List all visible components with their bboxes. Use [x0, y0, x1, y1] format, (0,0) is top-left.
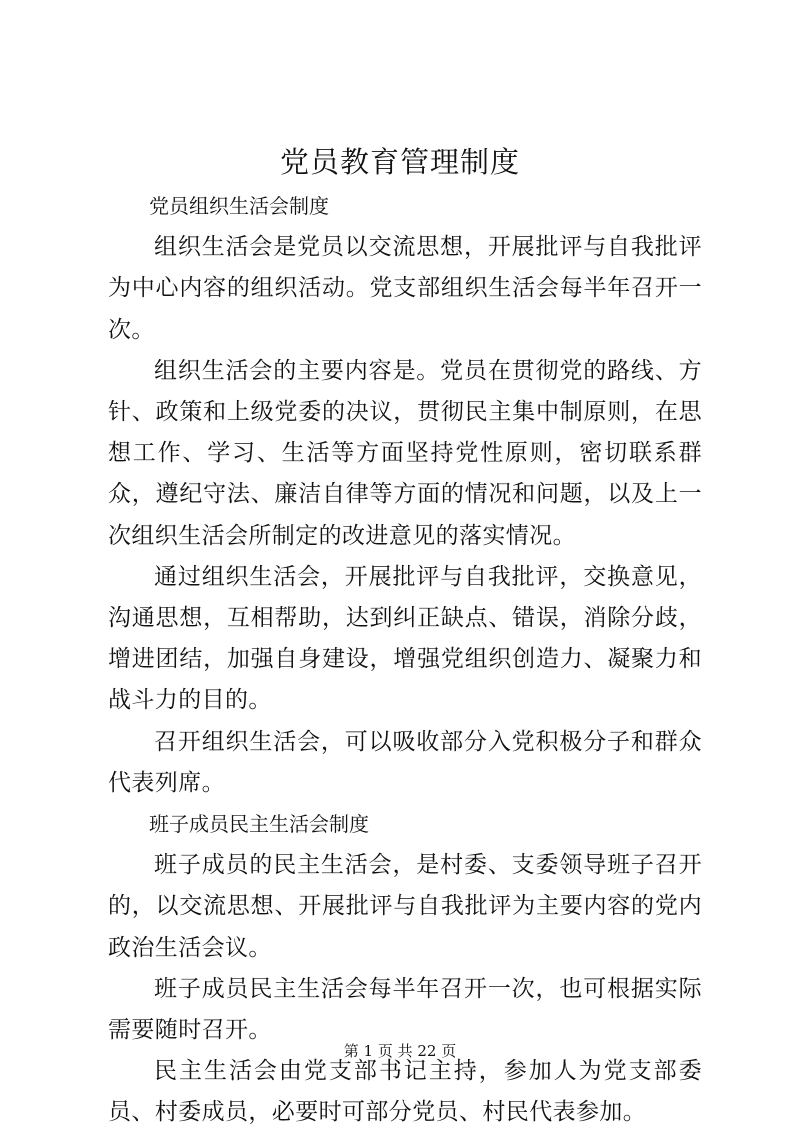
page-title: 党员教育管理制度	[279, 145, 520, 179]
paragraph: 民主生活会由党支部书记主持，参加人为党支部委员、村委成员，必要时可部分党员、村民代表参加。	[108, 1058, 702, 1126]
section-heading: 班子成员民主生活会制度	[149, 812, 369, 837]
paragraph: 组织生活会是党员以交流思想，开展批评与自我批评为中心内容的组织活动。党支部组织生活会每半年召开一次。	[108, 234, 702, 343]
document-body	[108, 186, 702, 1134]
page-number-footer: 第 1 页 共 22 页	[343, 1042, 457, 1060]
paragraph: 通过组织生活会，开展批评与自我批评，交换意见，沟通思想，互相帮助，达到纠正缺点、错误，消除分歧，增进团结，加强自身建设，增强党组织创造力、凝聚力和战斗力的目的。	[108, 563, 702, 714]
paragraph: 班子成员民主生活会每半年召开一次，也可根据实际需要随时召开。	[108, 975, 702, 1044]
paragraph: 召开组织生活会，可以吸收部分入党积极分子和群众代表列席。	[108, 728, 702, 796]
section-heading: 党员组织生活会制度	[149, 194, 329, 218]
paragraph: 班子成员的民主生活会，是村委、支委领导班子召开的，以交流思想、开展批评与自我批评为主要内容的党内政治生活会议。	[108, 852, 702, 961]
paragraph: 组织生活会的主要内容是。党员在贯彻党的路线、方针、政策和上级党委的决议，贯彻民主集中制原则，在思想工作、学习、生活等方面坚持党性原则，密切联系群众，遵纪守法、廉洁自律等方面的情况和问题，以及上一次组织生活会所制定的改进意见的落实情况。	[108, 357, 702, 549]
